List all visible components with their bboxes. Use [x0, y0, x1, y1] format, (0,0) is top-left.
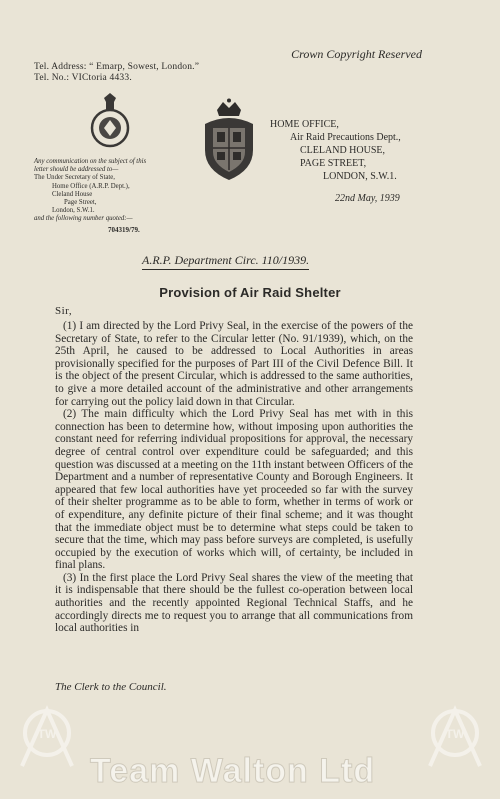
letter-body — [55, 320, 413, 635]
office-line-3: CLELAND HOUSE, — [300, 145, 385, 156]
office-line-1: HOME OFFICE, — [270, 119, 339, 130]
watermark-logo-left-icon — [12, 700, 82, 770]
paragraph-1: (1) I am directed by the Lord Privy Seal, in the exercise of the powers of the Secretary of State, to refer to the Circular letter (No. 91/1939), which, on the 25th April, he caused to be addressed to Local Authorities in areas provisionally specified for the purposes of Part III of the Civil Defence Bill. It is the object of the present Circular, which is addressed to the same authorities, to give a more detailed account of the administrative and other arrangements for carrying out the policy laid down in that Circular. — [55, 320, 413, 408]
office-line-5: LONDON, S.W.1. — [323, 171, 397, 182]
office-line-4: PAGE STREET, — [300, 158, 367, 169]
watermark-logo-right-text: TW — [445, 727, 465, 741]
telegraph-info — [34, 62, 199, 84]
letter-date: 22nd May, 1939 — [335, 193, 400, 204]
document-title: Provision of Air Raid Shelter — [159, 285, 341, 300]
addressee-intro-2: letter should be addressed to— — [34, 166, 119, 174]
addressee-intro-1: Any communication on the subject of this — [34, 158, 147, 165]
office-line-2: Air Raid Precautions Dept., — [290, 132, 401, 143]
paragraph-3: (3) In the first place the Lord Privy Seal shares the view of the meeting that it is indispensable that there should be the fullest co-operation between local authorities and the recently appointed Regional Technical Staffs, and he accordingly directs me to request you to arrange that all communications from local authorities in — [55, 571, 413, 635]
paragraph-2: (2) The main difficulty which the Lord Privy Seal has met with in this connection has been to determine how, without imposing upon authorities the constant need for referring individual propositions for approval, the necessary degree of central control over expenditure could be safeguarded; and this question was discussed at a meeting on the 11th instant between Officers of the Department and a number of representative County and Borough Engineers. It appeared that few local authorities have yet proceeded so far with the survey of their shelter programme as to be able to form, whether in terms of work or of expenditure, any definite picture of their final scheme; and it was thought that the immediate object must be to determine what steps could be taken to secure that the time, which may pass before surveys are completed, is usefully occupied by the execution of works which will, of certainty, be included in final plans. — [55, 408, 413, 572]
addressee-line-4: Page Street, — [64, 199, 97, 207]
tel-number: Tel. No.: VICtoria 4433. — [34, 73, 132, 83]
reference-number: 704319/79. — [108, 226, 140, 234]
royal-coat-of-arms-icon — [195, 98, 263, 182]
office-address — [270, 118, 401, 183]
tel-address: Tel. Address: “ Emarp, Sowest, London.” — [34, 62, 200, 72]
addressee-line-3: Cleland House — [52, 190, 93, 198]
watermark-logo-right-icon — [420, 700, 490, 770]
watermark-logo-left-text: TW — [37, 727, 57, 741]
watermark-text: Team Walton Ltd — [90, 752, 376, 790]
addressee-block — [34, 158, 194, 224]
addressee-line-2: Home Office (A.R.P. Dept.), — [52, 182, 130, 190]
circular-reference: A.R.P. Department Circ. 110/1939. — [142, 253, 309, 270]
addressee-line-1: The Under Secretary of State, — [34, 174, 115, 182]
national-service-seal-icon — [90, 92, 130, 154]
quote-note: and the following number quoted:— — [34, 215, 133, 223]
salutation: Sir, — [55, 305, 73, 317]
recipient-line: The Clerk to the Council. — [55, 681, 167, 693]
copyright-notice: Crown Copyright Reserved — [291, 47, 422, 61]
addressee-line-5: London, S.W.1. — [52, 207, 95, 215]
